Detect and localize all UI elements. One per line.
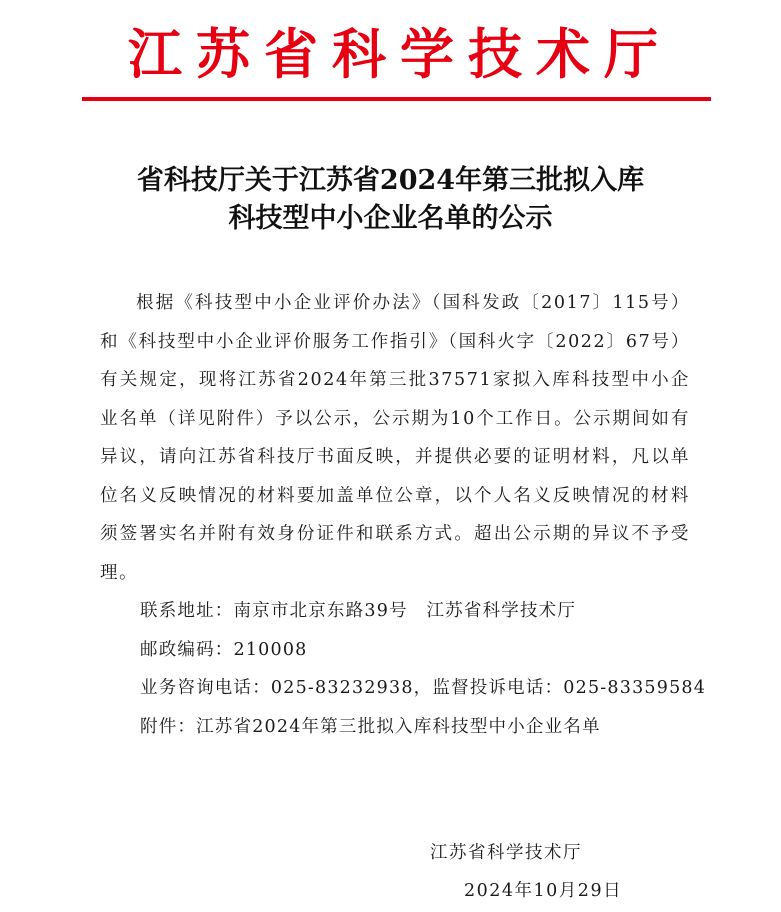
agency-name: 江苏省科学技术厅 [128, 22, 672, 86]
notice-body [100, 284, 707, 746]
signature-block [430, 834, 640, 910]
attachment-line: 附件：江苏省2024年第三批拟入库科技型中小企业名单 [140, 716, 601, 737]
issue-date: 2024年10月29日 [464, 881, 623, 901]
title-line-1: 省科技厅关于江苏省2024年第三批拟入库 [136, 165, 645, 196]
postal-code: 邮政编码：210008 [140, 639, 308, 660]
issuer-name: 江苏省科学技术厅 [430, 843, 582, 863]
title-line-2: 科技型中小企业名单的公示 [228, 203, 553, 234]
notice-paragraph: 根据《科技型中小企业评价办法》（国科发政〔2017〕115号）和《科技型中小企业评价服务工作指引》（国科火字〔2022〕67号）有关规定，现将江苏省2024年第三批37571家拟入库科技型中小企业名单（详见附件）予以公示，公示期为10个工作日。公示期间如有异议，请向江苏省科技厅书面反映，并提供必要的证明材料，凡以单位名义反映情况的材料要加盖单位公章，以个人名义反映情况的材料须签署实名并附有效身份证件和联系方式。超出公示期的异议不予受理。 [100, 293, 690, 583]
header-divider [82, 97, 711, 101]
contact-phones: 业务咨询电话：025-83232938，监督投诉电话：025-83359584 [140, 678, 707, 698]
contact-address: 联系地址：南京市北京东路39号 江苏省科学技术厅 [140, 601, 577, 621]
document-header [0, 0, 781, 110]
notice-title [60, 162, 721, 238]
